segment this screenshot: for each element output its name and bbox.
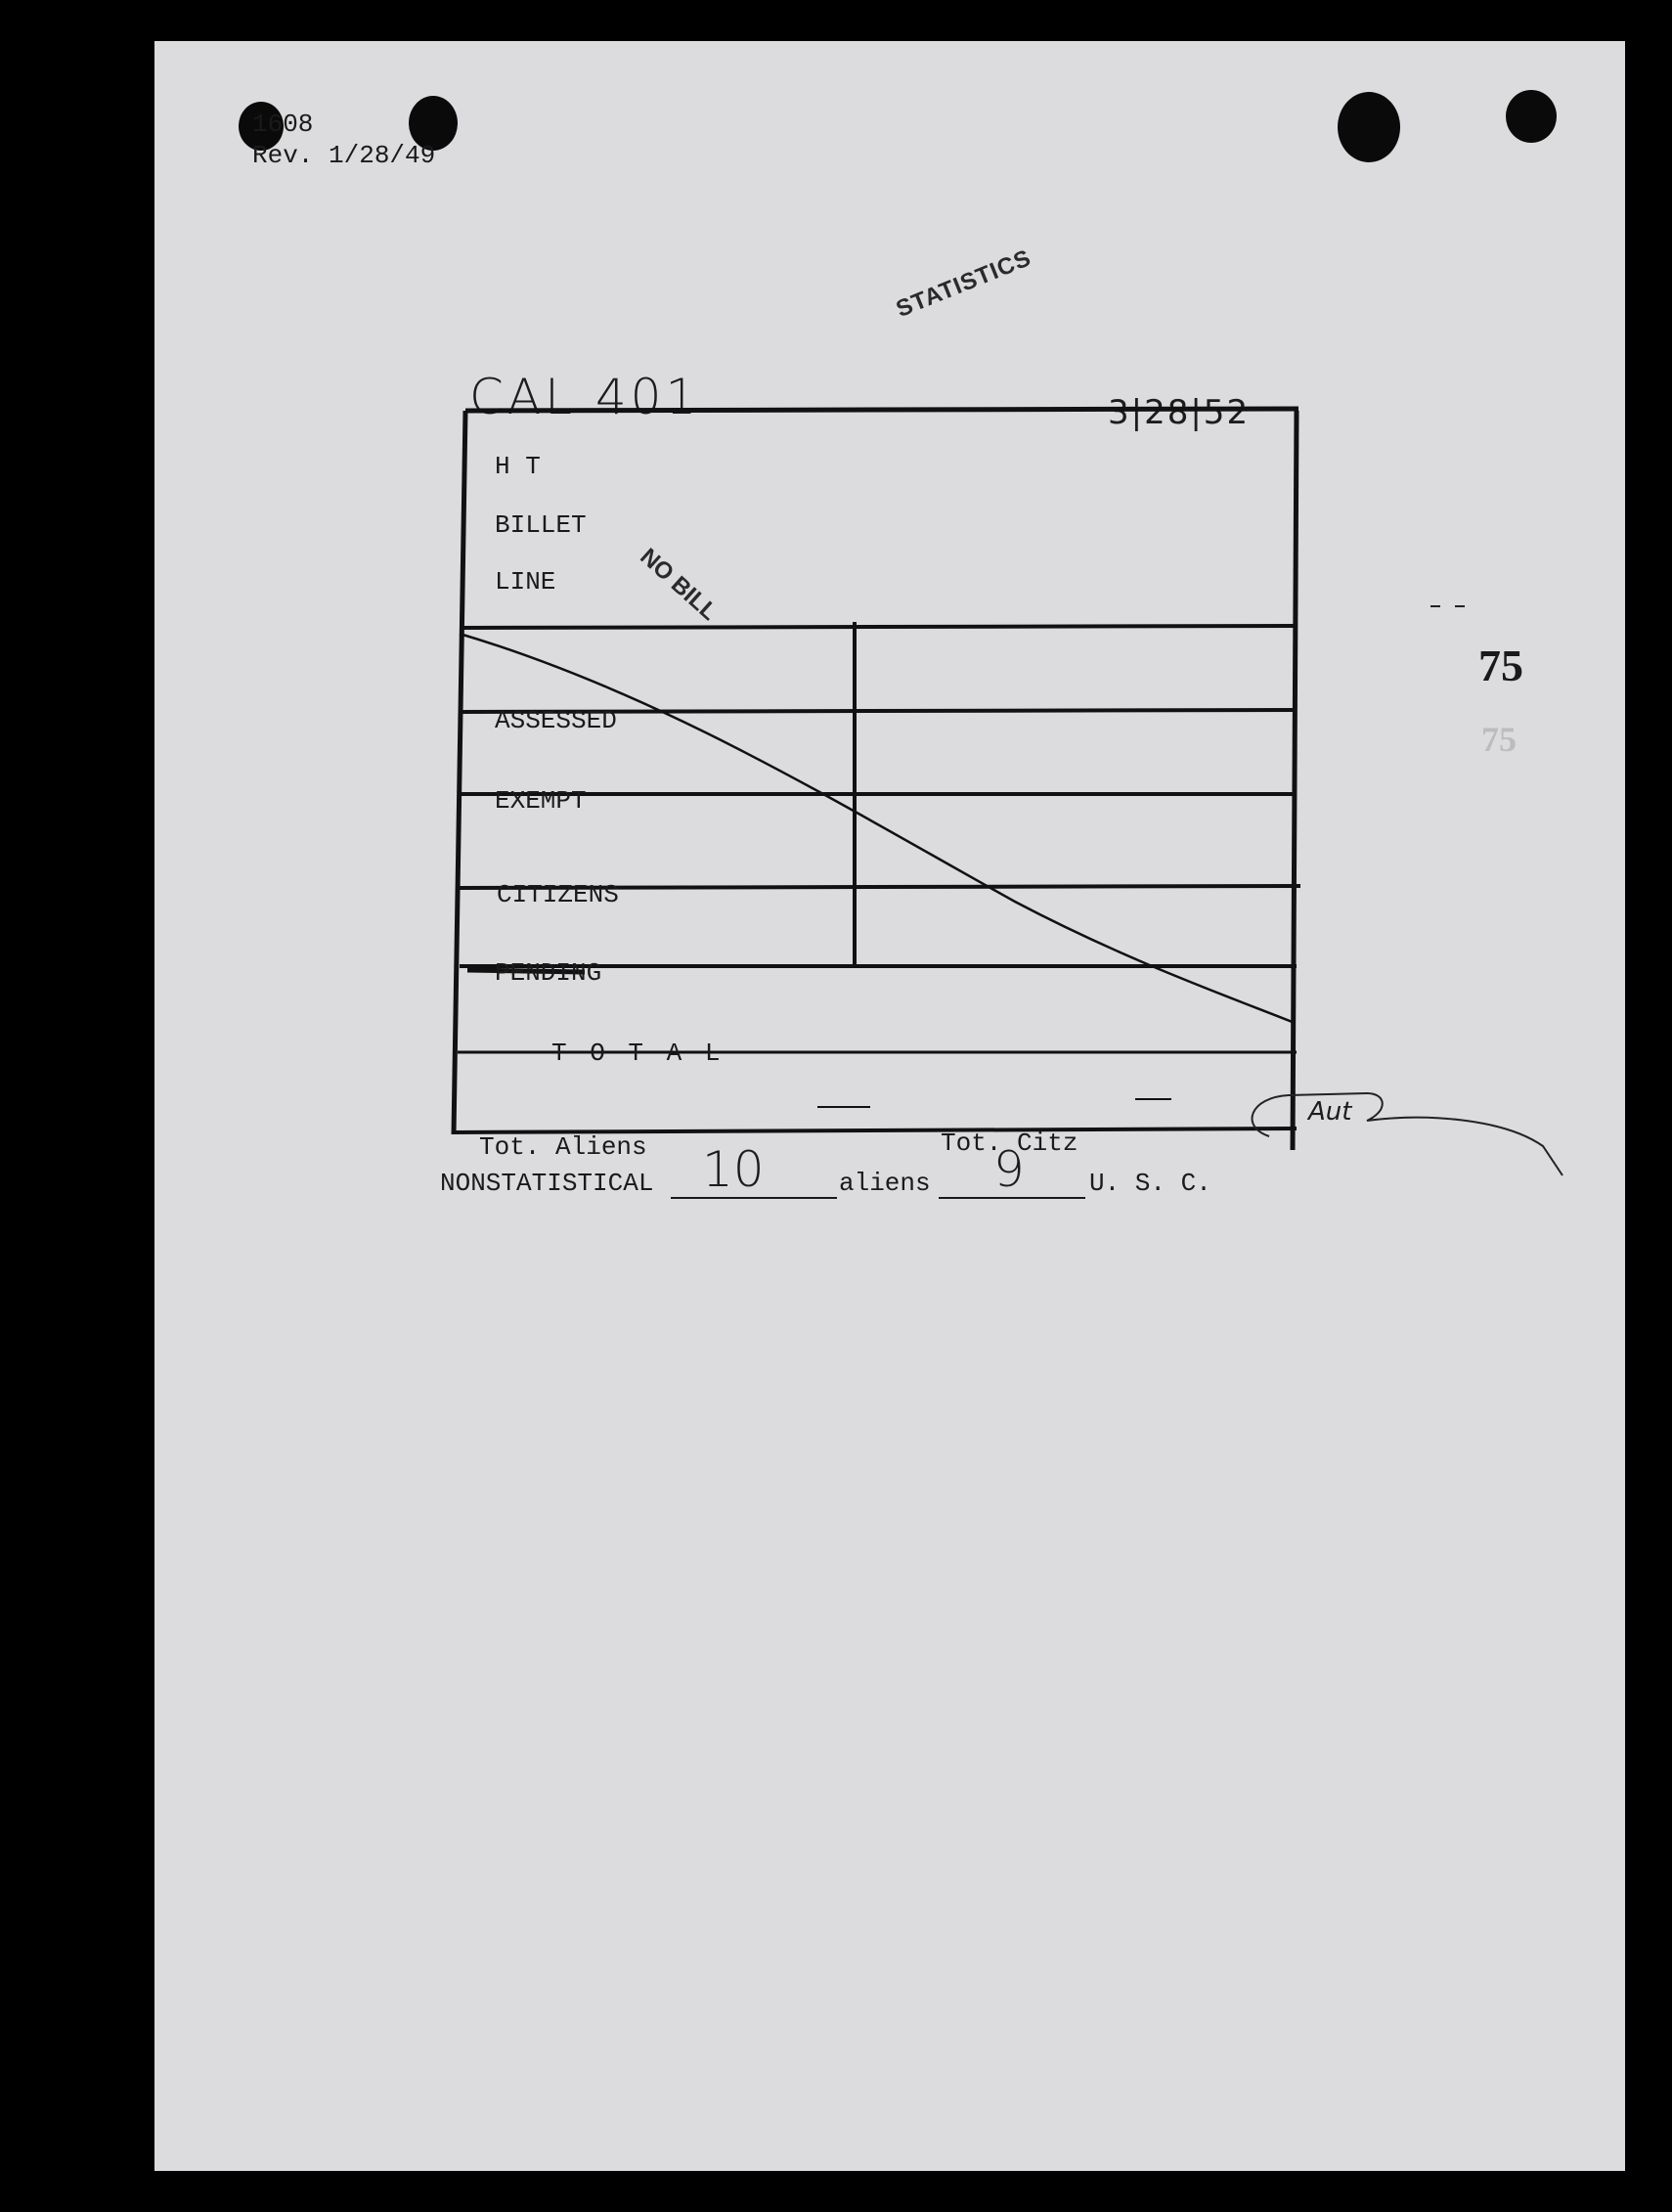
- page-number: 75: [1478, 641, 1523, 690]
- form-box-lines: [154, 41, 1625, 2171]
- calendar-number: CAL 401: [469, 369, 701, 425]
- usc-count-underline: [939, 1197, 1085, 1199]
- label-pending: PENDING: [495, 958, 602, 988]
- nonstatistical-label: NONSTATISTICAL: [440, 1169, 654, 1198]
- statistics-stamp: STATISTICS: [892, 244, 1035, 324]
- nonstatistical-usc-count: 9: [993, 1141, 1025, 1198]
- nonstatistical-aliens-label: aliens: [839, 1169, 931, 1198]
- label-citizens: CITIZENS: [497, 880, 619, 909]
- revision-date: Rev. 1/28/49: [252, 141, 436, 170]
- form-sheet: [154, 41, 1625, 2171]
- label-tot-aliens: Tot. Aliens: [479, 1132, 647, 1162]
- label-line: LINE: [495, 567, 556, 597]
- page-number-ghost: 75: [1481, 720, 1517, 759]
- label-total: T O T A L: [551, 1039, 725, 1068]
- form-number: 1608: [252, 110, 314, 139]
- label-assessed: ASSESSED: [495, 706, 617, 735]
- nonstatistical-aliens-count: 10: [702, 1141, 765, 1198]
- label-billet: BILLET: [495, 510, 587, 540]
- no-bill-stamp: NO BILL: [635, 543, 723, 626]
- label-tot-citz: Tot. Citz: [941, 1128, 1078, 1158]
- handwritten-date: 3|28|52: [1108, 393, 1251, 432]
- label-exempt: EXEMPT: [495, 786, 587, 816]
- signature: Aut: [1308, 1097, 1352, 1127]
- nonstatistical-usc-label: U. S. C.: [1089, 1169, 1211, 1198]
- aliens-count-underline: [671, 1197, 837, 1199]
- label-ht: H T: [495, 452, 541, 481]
